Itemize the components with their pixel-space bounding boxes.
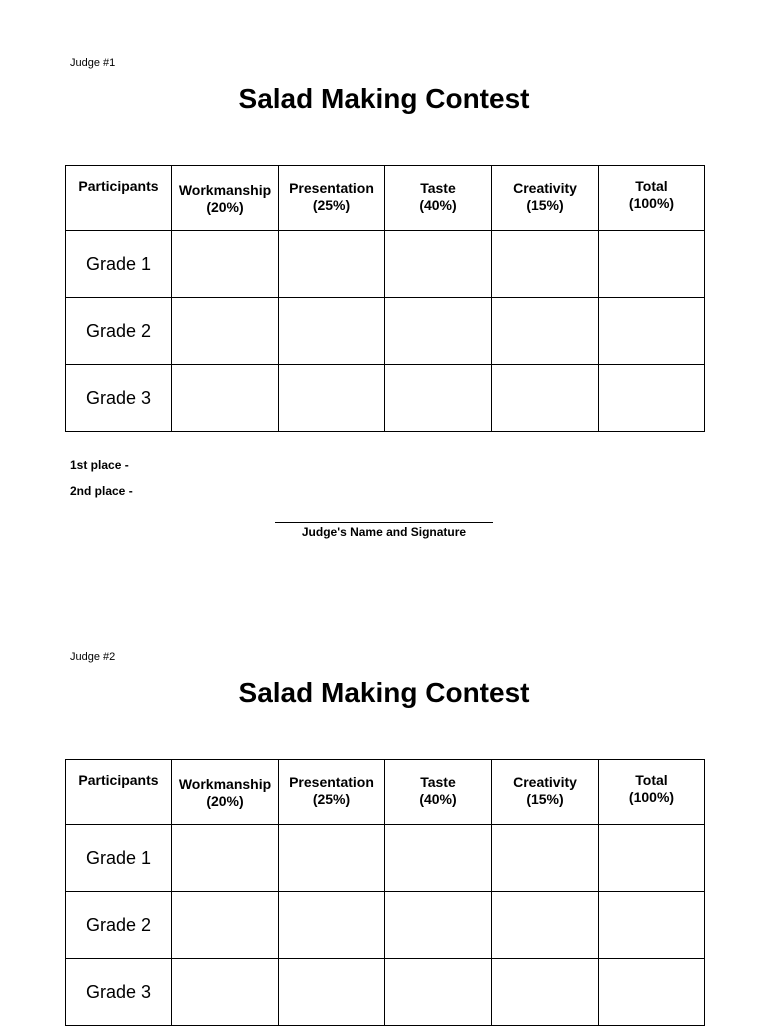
score-cell xyxy=(599,892,705,959)
score-cell xyxy=(492,892,599,959)
column-header-workmanship: Workmanship (20%) xyxy=(172,760,279,825)
first-place-label: 1st place - xyxy=(70,458,129,472)
score-cell xyxy=(599,365,705,432)
score-cell xyxy=(279,959,385,1026)
column-header-participants: Participants xyxy=(66,760,172,825)
column-header-total: Total (100%) xyxy=(599,760,705,825)
participant-cell: Grade 1 xyxy=(66,825,172,892)
score-cell xyxy=(172,365,279,432)
participant-cell: Grade 1 xyxy=(66,231,172,298)
score-cell xyxy=(385,892,492,959)
score-cell xyxy=(385,365,492,432)
column-header-participants: Participants xyxy=(66,166,172,231)
score-cell xyxy=(279,892,385,959)
score-cell xyxy=(172,298,279,365)
score-cell xyxy=(172,825,279,892)
table-row xyxy=(66,298,705,365)
score-cell xyxy=(279,365,385,432)
judge-label: Judge #2 xyxy=(70,651,116,663)
table-header-row xyxy=(66,760,705,825)
column-header-creativity: Creativity (15%) xyxy=(492,760,599,825)
judge-label: Judge #1 xyxy=(70,57,116,69)
score-cell xyxy=(172,231,279,298)
score-cell xyxy=(599,825,705,892)
score-cell xyxy=(599,298,705,365)
contest-title: Salad Making Contest xyxy=(238,677,530,708)
participant-cell: Grade 2 xyxy=(66,298,172,365)
score-cell xyxy=(172,959,279,1026)
participant-cell: Grade 2 xyxy=(66,892,172,959)
score-cell xyxy=(172,892,279,959)
table-header-row xyxy=(66,166,705,231)
score-cell xyxy=(385,231,492,298)
score-table xyxy=(65,759,705,1026)
table-row xyxy=(66,892,705,959)
column-header-creativity: Creativity (15%) xyxy=(492,166,599,231)
table-row xyxy=(66,959,705,1026)
signature-line xyxy=(275,522,493,523)
contest-title: Salad Making Contest xyxy=(238,83,530,114)
column-header-total: Total (100%) xyxy=(599,166,705,231)
column-header-taste: Taste (40%) xyxy=(385,760,492,825)
score-cell xyxy=(492,231,599,298)
score-cell xyxy=(279,298,385,365)
score-cell xyxy=(492,825,599,892)
signature-label: Judge's Name and Signature xyxy=(301,525,467,539)
score-table xyxy=(65,165,705,432)
score-cell xyxy=(492,365,599,432)
column-header-taste: Taste (40%) xyxy=(385,166,492,231)
score-cell xyxy=(492,959,599,1026)
score-cell xyxy=(599,231,705,298)
score-cell xyxy=(385,298,492,365)
column-header-workmanship: Workmanship (20%) xyxy=(172,166,279,231)
table-row xyxy=(66,365,705,432)
score-cell xyxy=(599,959,705,1026)
score-cell xyxy=(385,959,492,1026)
score-cell xyxy=(279,825,385,892)
column-header-presentation: Presentation (25%) xyxy=(279,166,385,231)
score-cell xyxy=(279,231,385,298)
participant-cell: Grade 3 xyxy=(66,365,172,432)
participant-cell: Grade 3 xyxy=(66,959,172,1026)
table-row xyxy=(66,231,705,298)
score-cell xyxy=(385,825,492,892)
second-place-label: 2nd place - xyxy=(70,484,133,498)
column-header-presentation: Presentation (25%) xyxy=(279,760,385,825)
score-cell xyxy=(492,298,599,365)
table-row xyxy=(66,825,705,892)
